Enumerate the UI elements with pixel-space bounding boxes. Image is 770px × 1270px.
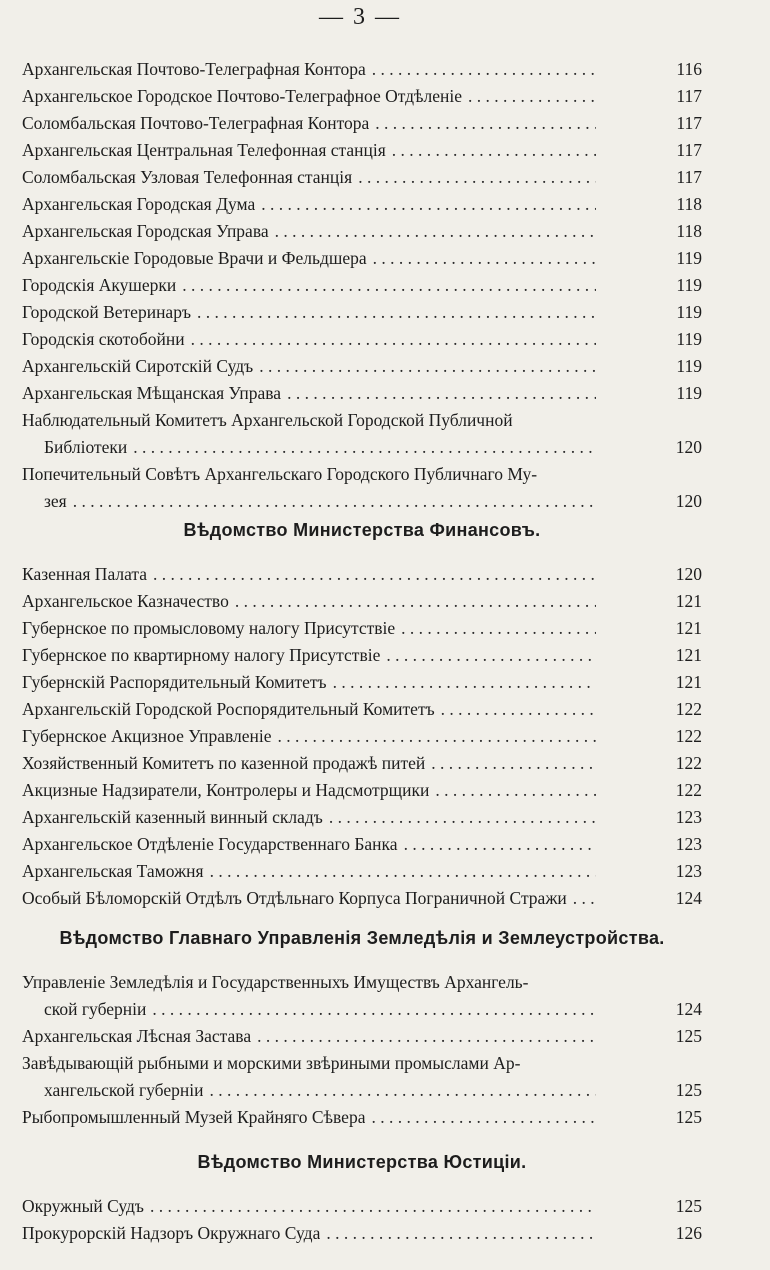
entry-title: Губернское Акцизное Управленіе: [22, 726, 272, 746]
dot-leader: [269, 218, 596, 245]
page-reference: 121: [675, 672, 702, 692]
entry-title: Городской Ветеринаръ: [22, 302, 192, 322]
toc-entry: [22, 588, 702, 615]
toc-entry: [22, 615, 702, 642]
dot-leader: [229, 588, 596, 615]
dot-leader: [255, 191, 596, 218]
toc-entry: [22, 858, 702, 885]
dot-leader: [320, 1220, 596, 1247]
dot-leader: [429, 777, 596, 804]
entry-title: Архангельская Центральная Телефонная станція: [22, 140, 386, 160]
section-heading: Вѣдомство Министерства Юстиціи.: [197, 1152, 527, 1172]
dot-leader: [395, 615, 596, 642]
entry-title: Соломбальская Почтово-Телеграфная Контора: [22, 113, 370, 133]
dot-leader: [191, 299, 596, 326]
page-reference: 126: [675, 1223, 702, 1243]
entry-title: Архангельское Городское Почтово-Телеграфное Отдѣленіе: [22, 86, 463, 106]
toc-entry: [22, 1220, 702, 1247]
toc-entry: [22, 1104, 702, 1131]
entry-title: Архангельскій казенный винный складъ: [22, 807, 323, 827]
page-reference: 122: [675, 699, 702, 719]
dot-leader: [147, 561, 596, 588]
toc-entry: [22, 804, 702, 831]
toc-entry: [22, 1050, 702, 1104]
toc-entry: [22, 461, 702, 515]
dot-leader: [176, 272, 596, 299]
dot-leader: [146, 996, 596, 1023]
entry-title: Губернское по промысловому налогу Присутствіе: [22, 618, 396, 638]
section-heading: Вѣдомство Министерства Финансовъ.: [183, 520, 541, 540]
toc-entry: [22, 561, 702, 588]
dot-leader: [203, 1077, 596, 1104]
page-reference: 116: [676, 59, 702, 79]
entry-title: Архангельская Городская Дума: [22, 194, 256, 214]
toc-entry: [22, 696, 702, 723]
entry-title: Архангельская Таможня: [22, 861, 204, 881]
page-reference: 118: [676, 194, 702, 214]
entry-title: Городскія Акушерки: [22, 275, 177, 295]
dot-leader: [462, 83, 596, 110]
entry-title: Хозяйственный Комитетъ по казенной продажѣ питей: [22, 753, 426, 773]
page-reference: 119: [676, 302, 702, 322]
entry-title-line: Наблюдательный Комитетъ Архангельской Городской Публичной: [22, 410, 513, 430]
entry-title: Архангельское Отдѣленіе Государственнаго Банка: [22, 834, 398, 854]
dot-leader: [369, 110, 596, 137]
toc-entry: [22, 642, 702, 669]
entry-title: Архангельскій Сиротскій Судъ: [22, 356, 254, 376]
toc-entry: [22, 218, 702, 245]
entry-title: зея: [44, 491, 67, 511]
dot-leader: [366, 56, 596, 83]
page-reference: 120: [675, 564, 702, 584]
page-reference: 124: [675, 888, 702, 908]
page-reference: 118: [676, 221, 702, 241]
dot-leader: [253, 353, 596, 380]
dot-leader: [204, 858, 596, 885]
entry-title: Архангельская Лѣсная Застава: [22, 1026, 252, 1046]
page-reference: 117: [676, 167, 702, 187]
page-reference: 125: [675, 1196, 702, 1216]
page-reference: 119: [676, 329, 702, 349]
toc-entry: [22, 969, 702, 1023]
page-reference: 123: [675, 807, 702, 827]
page-reference: 117: [676, 140, 702, 160]
toc-entry: [22, 245, 702, 272]
entry-title: Губернское по квартирному налогу Присутствіе: [22, 645, 381, 665]
toc-entry: [22, 191, 702, 218]
toc-entry: [22, 164, 702, 191]
page-reference: 121: [675, 618, 702, 638]
toc-entry: [22, 56, 702, 83]
dot-leader: [185, 326, 596, 353]
dot-leader: [398, 831, 596, 858]
entry-title: Библіотеки: [44, 437, 128, 457]
entry-title: Соломбальская Узловая Телефонная станція: [22, 167, 353, 187]
toc-entry: [22, 380, 702, 407]
page-reference: 117: [676, 113, 702, 133]
entry-title: Прокурорскій Надзоръ Окружнаго Суда: [22, 1223, 321, 1243]
entry-title: Архангельское Казначество: [22, 591, 229, 611]
section-heading: Вѣдомство Главнаго Управленія Земледѣлія и Землеустройства.: [59, 928, 665, 948]
toc-entry: [22, 831, 702, 858]
dot-leader: [67, 488, 596, 515]
page-reference: 125: [675, 1080, 702, 1100]
dot-leader: [435, 696, 596, 723]
page-reference: 117: [676, 86, 702, 106]
dot-leader: [323, 804, 596, 831]
page-reference: 125: [675, 1026, 702, 1046]
page-reference: 121: [675, 591, 702, 611]
entry-title: Архангельская Почтово-Телеграфная Контора: [22, 59, 366, 79]
toc-entry: [22, 407, 702, 461]
toc-entry: [22, 750, 702, 777]
toc-section: [22, 928, 702, 1131]
toc-section: [22, 1152, 702, 1247]
toc-entry: [22, 83, 702, 110]
dot-leader: [281, 380, 596, 407]
dot-leader: [127, 434, 596, 461]
page-reference: 122: [675, 726, 702, 746]
dot-leader: [352, 164, 596, 191]
page-reference: 120: [675, 437, 702, 457]
dot-leader: [425, 750, 596, 777]
dot-leader: [380, 642, 596, 669]
toc-entry: [22, 299, 702, 326]
entry-title: хангельской губерніи: [44, 1080, 204, 1100]
toc-entry: [22, 777, 702, 804]
entry-title: Особый Бѣломорскій Отдѣлъ Отдѣльнаго Корпуса Пограничной Стражи: [22, 888, 567, 908]
page-reference: 122: [675, 780, 702, 800]
page-number: — 3 —: [319, 4, 401, 30]
dot-leader: [365, 1104, 596, 1131]
entry-title: Казенная Палата: [22, 564, 148, 584]
dot-leader: [386, 137, 596, 164]
page-reference: 123: [675, 861, 702, 881]
page-reference: 121: [675, 645, 702, 665]
entry-title: Окружный Судъ: [22, 1196, 144, 1216]
entry-title: Рыбопромышленный Музей Крайняго Сѣвера: [22, 1107, 366, 1127]
entry-title: Архангельская Мѣщанская Управа: [22, 383, 282, 403]
entry-title: Городскія скотобойни: [22, 329, 185, 349]
page-reference: 122: [675, 753, 702, 773]
toc-entry: [22, 723, 702, 750]
toc-entry: [22, 110, 702, 137]
toc-section: [22, 520, 702, 912]
dot-leader: [327, 669, 596, 696]
entry-title-line: Управленіе Земледѣлія и Государственныхъ Имуществъ Архангель-: [22, 972, 529, 992]
entry-title: Акцизные Надзиратели, Контролеры и Надсмотрщики: [22, 780, 430, 800]
toc-entry: [22, 1023, 702, 1050]
page-reference: 125: [675, 1107, 702, 1127]
dot-leader: [567, 885, 596, 912]
page-reference: 119: [676, 356, 702, 376]
toc-entry: [22, 137, 702, 164]
toc-entry: [22, 885, 702, 912]
page-reference: 119: [676, 383, 702, 403]
dot-leader: [144, 1193, 596, 1220]
entry-title: ской губерніи: [44, 999, 147, 1019]
page-reference: 120: [675, 491, 702, 511]
toc-entry: [22, 272, 702, 299]
entry-title-line: Попечительный Совѣтъ Архангельскаго Городского Публичнаго Му-: [22, 464, 538, 484]
page-reference: 119: [676, 275, 702, 295]
dot-leader: [251, 1023, 596, 1050]
page-reference: 119: [676, 248, 702, 268]
page-reference: 123: [675, 834, 702, 854]
dot-leader: [367, 245, 596, 272]
toc-entry: [22, 326, 702, 353]
entry-title-line: Завѣдывающій рыбными и морскими звѣриными промыслами Ар-: [22, 1053, 521, 1073]
entry-title: Архангельскій Городской Роспорядительный Комитетъ: [22, 699, 435, 719]
toc-entry: [22, 353, 702, 380]
entry-title: Архангельскіе Городовые Врачи и Фельдшера: [22, 248, 367, 268]
toc-entry: [22, 1193, 702, 1220]
dot-leader: [272, 723, 596, 750]
toc-section: [22, 56, 702, 515]
toc-entry: [22, 669, 702, 696]
page-reference: 124: [675, 999, 702, 1019]
entry-title: Архангельская Городская Управа: [22, 221, 269, 241]
entry-title: Губернскій Распорядительный Комитетъ: [22, 672, 327, 692]
